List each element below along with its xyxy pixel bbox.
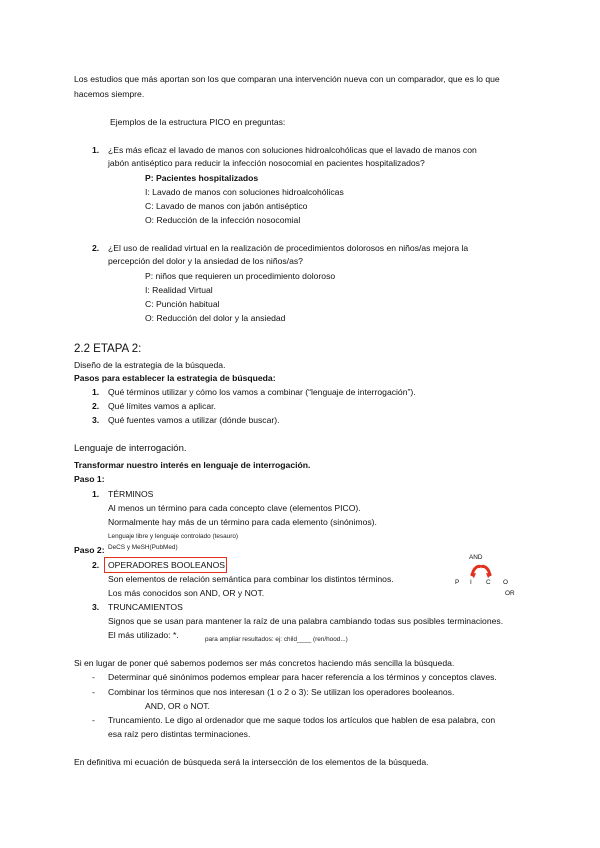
- bullet-3-line-2: esa raíz pero distintas terminaciones.: [108, 729, 251, 739]
- bullet-3-line-1: Truncamiento. Le digo al ordenador que me saque todos los artículos que hablen de esa palabra, con: [108, 715, 496, 725]
- operadores-line-1: Son elementos de relación semántica para combinar los distintos términos.: [108, 574, 394, 584]
- q1-item-p: P: Pacientes hospitalizados: [145, 173, 259, 183]
- bullet-1-mark: -: [92, 672, 95, 682]
- truncamientos-line-2: El más utilizado: *.: [108, 630, 179, 640]
- operadores-number: 2.: [92, 560, 100, 570]
- q1-number: 1.: [92, 145, 100, 155]
- step-1-text: Qué términos utilizar y cómo los vamos a combinar (“lenguaje de interrogación”).: [108, 387, 416, 397]
- diagram-letter-o: O: [503, 579, 508, 586]
- q1-line-1: ¿Es más eficaz el lavado de manos con soluciones hidroalcohólicas que el lavado de manos con: [108, 145, 477, 155]
- step-2-text: Qué límites vamos a aplicar.: [108, 401, 216, 411]
- q2-item-o: O: Reducción del dolor y la ansiedad: [145, 313, 286, 323]
- bullet-2-text: Combinar los términos que nos interesan (1 o 2 o 3): Se utilizan los operadores booleanos.: [108, 687, 455, 697]
- diagram-and-arrows-icon: [470, 562, 492, 578]
- terminos-number: 1.: [92, 489, 100, 499]
- bullet-2-mark: -: [92, 687, 95, 697]
- q2-item-c: C: Punción habitual: [145, 299, 220, 309]
- paso-1-label: Paso 1:: [74, 474, 105, 484]
- q2-item-p: P: niños que requieren un procedimiento doloroso: [145, 271, 336, 281]
- q1-item-i: I: Lavado de manos con soluciones hidroalcohólicas: [145, 187, 344, 197]
- etapa-title: 2.2 ETAPA 2:: [74, 343, 142, 355]
- bullet-3-mark: -: [92, 715, 95, 725]
- truncamientos-line-1: Signos que se usan para mantener la raíz de una palabra cambiando todas sus posibles terminaciones.: [108, 616, 504, 626]
- paso-2-label: Paso 2:: [74, 545, 105, 555]
- diagram-or-label: OR: [505, 590, 515, 597]
- q2-number: 2.: [92, 243, 100, 253]
- q2-item-i: I: Realidad Virtual: [145, 285, 213, 295]
- operadores-title: OPERADORES BOOLEANOS: [108, 560, 226, 570]
- step-1-number: 1.: [92, 387, 100, 397]
- q2-line-1: ¿El uso de realidad virtual en la realización de procedimientos dolorosos en niños/as mejora la: [108, 243, 469, 253]
- lenguaje-transform: Transformar nuestro interés en lenguaje de interrogación.: [74, 460, 311, 470]
- bullet-2-sub: AND, OR o NOT.: [145, 701, 210, 711]
- pico-heading: Ejemplos de la estructura PICO en preguntas:: [110, 117, 286, 127]
- q1-line-2: jabón antiséptico para reducir la infección nosocomial en pacientes hospitalizados?: [108, 158, 425, 168]
- q1-item-c: C: Lavado de manos con jabón antiséptico: [145, 201, 308, 211]
- etapa-subtitle: Diseño de la estrategia de la búsqueda.: [74, 360, 226, 370]
- conclusion-text: En definitiva mi ecuación de búsqueda será la intersección de los elementos de la búsqueda.: [74, 757, 429, 767]
- intro-line-1: Los estudios que más aportan son los que comparan una intervención nueva con un comparador, que es lo que: [74, 74, 500, 84]
- step-3-number: 3.: [92, 415, 100, 425]
- diagram-letter-p: P: [455, 579, 460, 586]
- diagram-letter-c: C: [486, 579, 491, 586]
- terminos-line-2: Normalmente hay más de un término para cada elemento (sinónimos).: [108, 517, 377, 527]
- step-2-number: 2.: [92, 401, 100, 411]
- truncamientos-title: TRUNCAMIENTOS: [108, 602, 183, 612]
- steps-heading: Pasos para establecer la estrategia de búsqueda:: [74, 373, 276, 383]
- intro-line-2: hacemos siempre.: [74, 89, 145, 99]
- operadores-line-2: Los más conocidos son AND, OR y NOT.: [108, 588, 265, 598]
- lenguaje-title: Lenguaje de interrogación.: [74, 443, 187, 454]
- truncamientos-note: para ampliar resultados: ej: child____ (ren/hood...): [205, 636, 348, 643]
- step-3-text: Qué fuentes vamos a utilizar (dónde buscar).: [108, 415, 280, 425]
- q1-item-o: O: Reducción de la infección nosocomial: [145, 215, 301, 225]
- q2-line-2: percepción del dolor y la ansiedad de los niños/as?: [108, 256, 303, 266]
- mas-concretos-text: Si en lugar de poner qué sabemos podemos ser más concretos haciendo más sencilla la búsqueda.: [74, 658, 455, 668]
- terminos-note-1: Lenguaje libre y lenguaje controlado (tesauro): [108, 533, 239, 540]
- diagram-letter-i: I: [470, 579, 472, 586]
- terminos-note-2: DeCS y MeSH(PubMed): [108, 544, 178, 551]
- terminos-line-1: Al menos un término para cada concepto clave (elementos PICO).: [108, 503, 361, 513]
- bullet-1-text: Determinar qué sinónimos podemos emplear para hacer referencia a los términos y conceptos claves.: [108, 672, 497, 682]
- terminos-title: TÉRMINOS: [108, 489, 154, 499]
- truncamientos-number: 3.: [92, 602, 100, 612]
- diagram-and-label: AND: [469, 554, 483, 561]
